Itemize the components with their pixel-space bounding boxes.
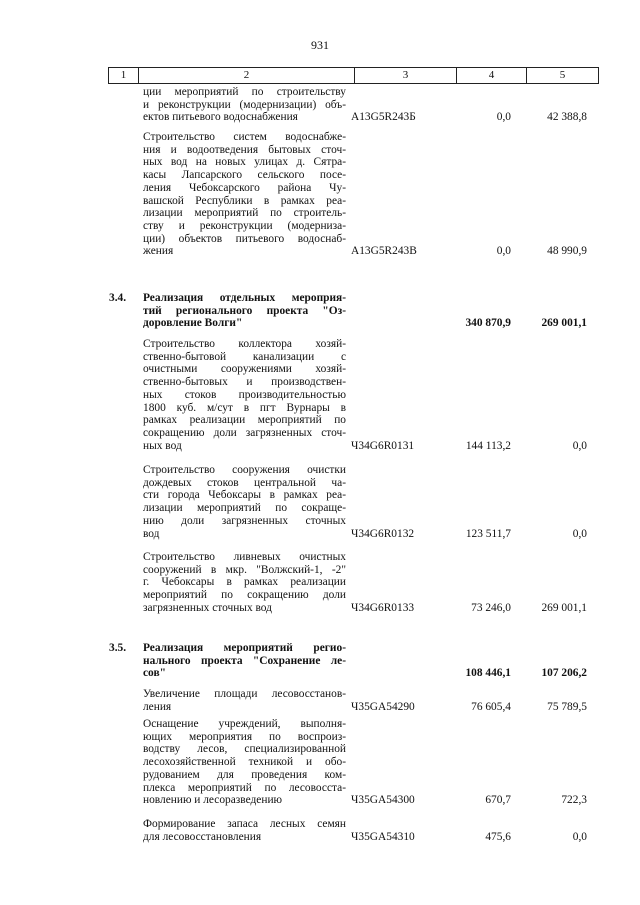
row-description-line: ству и реконструкции (модерниза-: [143, 219, 346, 232]
value-col-4: 144 113,2: [465, 439, 511, 452]
row-description-line: водству лесов, специализированной: [143, 743, 346, 756]
row-description-line: доровление Волги": [143, 317, 243, 330]
value-col-4: 670,7: [485, 794, 511, 807]
header-col-4: 4: [457, 68, 527, 83]
header-col-1: 1: [109, 68, 139, 83]
row-description-line: загрязненных сточных вод: [143, 601, 272, 614]
row-description-line: дождевых стоков центральной ча-: [143, 476, 346, 489]
row-description-line: Формирование запаса лесных семян: [143, 818, 346, 830]
row-description-line: ции мероприятий по строительству: [143, 86, 346, 98]
row-description-line: ектов питьевого водоснабжения: [143, 111, 298, 124]
budget-code: Ч35GA54290: [351, 700, 415, 713]
value-col-5: 722,3: [561, 794, 587, 807]
budget-code: Ч35GA54300: [351, 794, 415, 807]
row-description-line: ственно-бытовых и производствен-: [143, 376, 346, 389]
row-description-line: ных стоков производительностью: [143, 388, 346, 401]
value-col-5: 269 001,1: [541, 601, 587, 614]
row-description-line: мероприятий по сокращению доли: [143, 589, 346, 602]
row-description-line: Строительство коллектора хозяй-: [143, 338, 346, 350]
value-col-4: 108 446,1: [465, 667, 511, 680]
row-description-line: Строительство ливневых очистных: [143, 551, 346, 563]
value-col-5: 48 990,9: [547, 245, 587, 258]
header-col-5: 5: [559, 69, 566, 81]
row-description-line: вод: [143, 527, 160, 540]
section-number: 3.4.: [109, 292, 127, 304]
value-col-4: 123 511,7: [465, 527, 511, 540]
row-description-line: для лесовосстановления: [143, 830, 262, 843]
row-description-line: тий регионального проекта "Оз-: [143, 304, 346, 317]
row-description-line: рудованием для проведения ком-: [143, 768, 346, 781]
row-description-line: касы Лапсарского сельского посе-: [143, 169, 346, 182]
row-description-line: ющих мероприятия по воспроиз-: [143, 730, 346, 743]
row-description-line: сокращению доли загрязненных сточ-: [143, 426, 346, 439]
budget-code: А13G5R243В: [351, 245, 417, 258]
row-description-line: сти города Чебоксары в рамках реа-: [143, 489, 346, 502]
value-col-4: 76 605,4: [471, 700, 511, 713]
page-number: 931: [311, 38, 329, 52]
row-description-line: нию доли загрязненных сточных: [143, 514, 346, 527]
row-description-line: Реализация мероприятий регио-: [143, 642, 346, 654]
budget-code: Ч34G6R0131: [351, 439, 415, 452]
row-description-line: Строительство сооружения очистки: [143, 464, 346, 476]
row-description-line: лизации мероприятий по сокраще-: [143, 502, 346, 515]
row-description-line: лизации мероприятий по строитель-: [143, 207, 346, 220]
row-description-line: ции) объектов питьевого водоснаб-: [143, 232, 346, 245]
row-description-line: ных вод: [143, 439, 182, 452]
row-description-line: сов": [143, 667, 166, 680]
value-col-5: 75 789,5: [547, 700, 587, 713]
value-col-4: 0,0: [496, 245, 511, 258]
value-col-5: 42 388,8: [547, 111, 587, 124]
value-col-4: 0,0: [496, 111, 511, 124]
value-col-4: 475,6: [485, 830, 511, 843]
budget-code: Ч35GA54310: [351, 830, 415, 843]
row-description-line: г. Чебоксары в рамках реализации: [143, 576, 346, 589]
budget-code: Ч34G6R0133: [351, 601, 415, 614]
table-header: [108, 67, 599, 84]
budget-code: А13G5R243Б: [351, 111, 416, 124]
header-col-3: 3: [355, 68, 457, 83]
row-description-line: новлению и лесоразведению: [143, 794, 283, 807]
value-col-5: 0,0: [572, 527, 587, 540]
row-description-line: ных вод на новых улицах д. Сятра-: [143, 156, 346, 169]
value-col-5: 0,0: [572, 439, 587, 452]
row-description-line: Реализация отдельных мероприя-: [143, 292, 346, 304]
row-description-line: и реконструкции (модернизации) объ-: [143, 98, 346, 111]
row-description-line: ния и водоотведения бытовых сточ-: [143, 143, 346, 156]
value-col-5: 269 001,1: [541, 317, 587, 330]
row-description-line: сооружений в мкр. "Волжский-1, -2": [143, 563, 346, 576]
row-description-line: Строительство систем водоснабже-: [143, 131, 346, 143]
value-col-4: 340 870,9: [465, 317, 511, 330]
section-number: 3.5.: [109, 642, 127, 654]
value-col-5: 107 206,2: [541, 667, 587, 680]
row-description-line: Оснащение учреждений, выполня-: [143, 718, 346, 730]
row-description-line: рамках реализации мероприятий по: [143, 414, 346, 427]
value-col-5: 0,0: [572, 830, 587, 843]
row-description-line: ления: [143, 700, 172, 713]
row-description-line: очистными сооружениями хозяй-: [143, 363, 346, 376]
row-description-line: вашской Республики в рамках реа-: [143, 194, 346, 207]
row-description-line: ления Чебоксарского района Чу-: [143, 181, 346, 194]
row-description-line: плекса мероприятий по лесовосста-: [143, 781, 346, 794]
row-description-line: 1800 куб. м/сут в пгт Вурнары в: [143, 401, 346, 414]
budget-code: Ч34G6R0132: [351, 527, 415, 540]
header-col-2: 2: [139, 68, 355, 83]
row-description-line: Увеличение площади лесовосстанов-: [143, 688, 346, 700]
row-description-line: жения: [143, 245, 174, 258]
row-description-line: ственно-бытовой канализации с: [143, 350, 346, 363]
value-col-4: 73 246,0: [471, 601, 511, 614]
row-description-line: нального проекта "Сохранение ле-: [143, 654, 346, 667]
row-description-line: лесохозяйственной техникой и обо-: [143, 756, 346, 769]
